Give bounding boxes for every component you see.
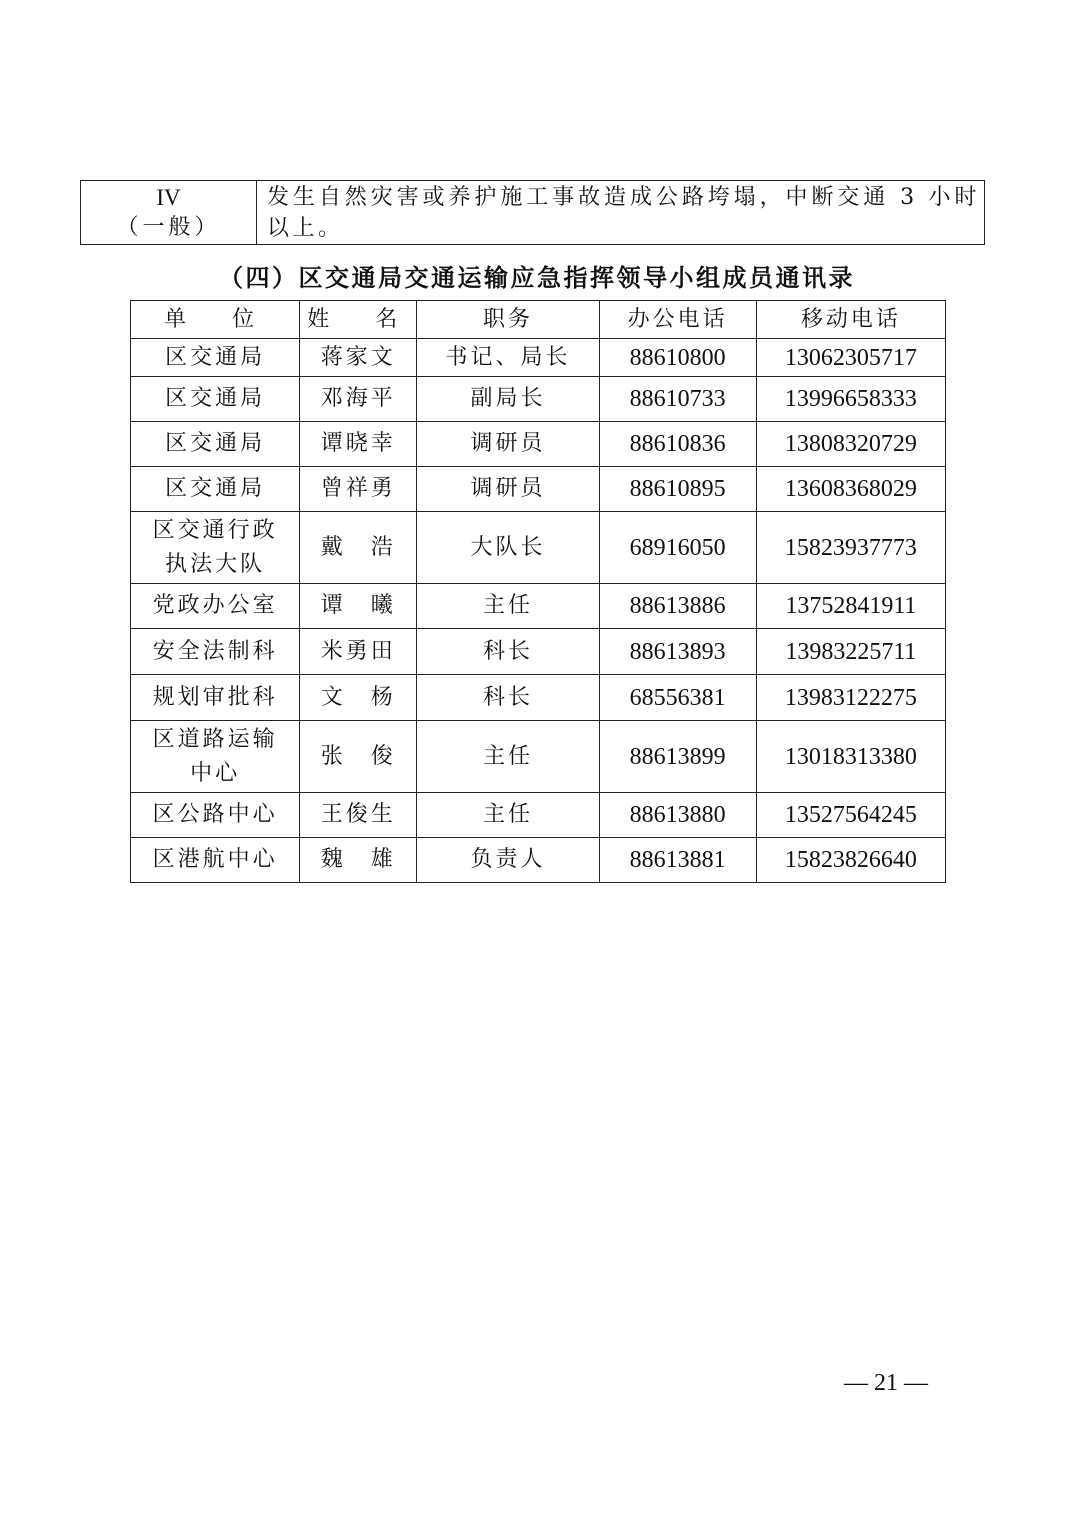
cell-post: 主任 xyxy=(417,584,599,629)
cell-unit: 党政办公室 xyxy=(131,584,300,629)
severity-level-row xyxy=(81,181,985,245)
cell-post: 调研员 xyxy=(417,422,599,467)
cell-unit: 区公路中心 xyxy=(131,793,300,838)
cell-unit: 区港航中心 xyxy=(131,838,300,883)
cell-office-phone: 88613886 xyxy=(599,584,756,629)
cell-name: 戴 浩 xyxy=(300,512,417,584)
level-description: 发生自然灾害或养护施工事故造成公路垮塌，中断交通 3 小时以上。 xyxy=(257,181,985,245)
cell-office-phone: 88610733 xyxy=(599,377,756,422)
cell-office-phone: 68916050 xyxy=(599,512,756,584)
page-number: — 21 — xyxy=(844,1370,928,1396)
cell-mobile-phone: 13018313380 xyxy=(756,721,945,793)
table-row xyxy=(131,721,946,793)
table-row xyxy=(131,675,946,721)
cell-unit: 区交通局 xyxy=(131,467,300,512)
cell-post: 科长 xyxy=(417,629,599,675)
cell-name: 曾祥勇 xyxy=(300,467,417,512)
cell-post: 负责人 xyxy=(417,838,599,883)
cell-name: 张 俊 xyxy=(300,721,417,793)
table-row xyxy=(131,377,946,422)
header-post: 职务 xyxy=(417,301,599,339)
cell-name: 魏 雄 xyxy=(300,838,417,883)
cell-office-phone: 88610895 xyxy=(599,467,756,512)
cell-office-phone: 88613893 xyxy=(599,629,756,675)
level-cell xyxy=(81,181,257,245)
cell-office-phone: 88613880 xyxy=(599,793,756,838)
table-row xyxy=(131,422,946,467)
table-row xyxy=(131,838,946,883)
cell-mobile-phone: 13062305717 xyxy=(756,339,945,377)
cell-name: 谭晓幸 xyxy=(300,422,417,467)
cell-mobile-phone: 13983225711 xyxy=(756,629,945,675)
cell-office-phone: 88610800 xyxy=(599,339,756,377)
cell-unit: 区交通局 xyxy=(131,339,300,377)
cell-mobile-phone: 13527564245 xyxy=(756,793,945,838)
header-name: 姓 名 xyxy=(300,301,417,339)
cell-office-phone: 68556381 xyxy=(599,675,756,721)
cell-name: 谭 曦 xyxy=(300,584,417,629)
table-row xyxy=(131,629,946,675)
cell-mobile-phone: 13983122275 xyxy=(756,675,945,721)
cell-post: 科长 xyxy=(417,675,599,721)
table-row xyxy=(131,339,946,377)
cell-office-phone: 88613881 xyxy=(599,838,756,883)
table-row xyxy=(131,793,946,838)
cell-mobile-phone: 15823826640 xyxy=(756,838,945,883)
contact-directory-table xyxy=(130,300,946,883)
cell-post: 书记、局长 xyxy=(417,339,599,377)
cell-unit: 区交通局 xyxy=(131,377,300,422)
table-row xyxy=(131,467,946,512)
cell-post: 大队长 xyxy=(417,512,599,584)
cell-name: 文 杨 xyxy=(300,675,417,721)
cell-mobile-phone: 15823937773 xyxy=(756,512,945,584)
cell-name: 蒋家文 xyxy=(300,339,417,377)
cell-office-phone: 88610836 xyxy=(599,422,756,467)
section-title: （四）区交通局交通运输应急指挥领导小组成员通讯录 xyxy=(219,263,855,292)
cell-mobile-phone: 13996658333 xyxy=(756,377,945,422)
severity-level-table xyxy=(80,180,985,245)
header-office-phone: 办公电话 xyxy=(599,301,756,339)
cell-post: 副局长 xyxy=(417,377,599,422)
cell-name: 米勇田 xyxy=(300,629,417,675)
cell-unit: 区交通行政执法大队 xyxy=(131,512,300,584)
table-row xyxy=(131,584,946,629)
cell-mobile-phone: 13608368029 xyxy=(756,467,945,512)
cell-office-phone: 88613899 xyxy=(599,721,756,793)
cell-unit: 安全法制科 xyxy=(131,629,300,675)
level-code: IV xyxy=(156,184,181,210)
table-header-row xyxy=(131,301,946,339)
cell-mobile-phone: 13752841911 xyxy=(756,584,945,629)
cell-post: 调研员 xyxy=(417,467,599,512)
cell-mobile-phone: 13808320729 xyxy=(756,422,945,467)
level-name: （一般） xyxy=(116,214,221,240)
cell-unit: 规划审批科 xyxy=(131,675,300,721)
table-row xyxy=(131,512,946,584)
header-mobile-phone: 移动电话 xyxy=(756,301,945,339)
cell-name: 邓海平 xyxy=(300,377,417,422)
cell-post: 主任 xyxy=(417,793,599,838)
cell-post: 主任 xyxy=(417,721,599,793)
header-unit: 单 位 xyxy=(131,301,300,339)
cell-unit: 区道路运输中心 xyxy=(131,721,300,793)
cell-unit: 区交通局 xyxy=(131,422,300,467)
cell-name: 王俊生 xyxy=(300,793,417,838)
